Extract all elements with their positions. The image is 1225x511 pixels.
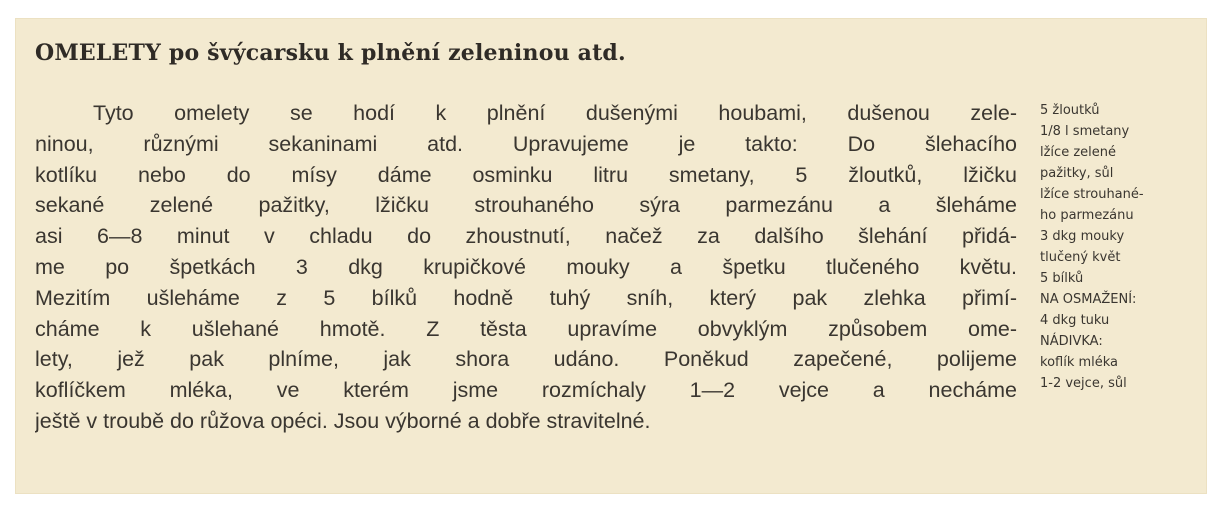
ingredient-line: 4 dkg tuku	[1040, 313, 1110, 328]
ingredient-line: lžíce zelené	[1040, 145, 1116, 160]
ingredient-line: lžíce strouhané-	[1040, 187, 1144, 202]
body-line: kotlíku nebo do mísy dáme osminku litru smetany, 5 žloutků, lžičku	[35, 162, 1017, 187]
ingredient-line: 5 bílků	[1040, 271, 1084, 286]
ingredient-line: koflík mléka	[1040, 355, 1119, 370]
ingredients-sidebar	[1040, 100, 1200, 394]
ingredient-line: tlučený květ	[1040, 250, 1121, 265]
ingredient-line: 5 žloutků	[1040, 103, 1100, 118]
recipe-page	[15, 18, 1207, 494]
body-line: ještě v troubě do růžova opéci. Jsou výborné a dobře stravitelné.	[35, 408, 651, 433]
body-line: cháme k ušlehané hmotě. Z těsta upravíme obvyklým způsobem ome-	[35, 316, 1017, 341]
body-line: sekané zelené pažitky, lžičku strouhaného sýra parmezánu a šleháme	[35, 193, 1017, 218]
body-line: ninou, různými sekaninami atd. Upravujeme je takto: Do šlehacího	[35, 131, 1017, 156]
recipe-body	[35, 98, 1017, 437]
ingredient-line: pažitky, sůl	[1040, 166, 1114, 181]
ingredient-line: 1/8 l smetany	[1040, 124, 1130, 139]
body-line: Tyto omelety se hodí k plnění dušenými houbami, dušenou zele-	[93, 101, 1017, 125]
section-heading: NÁDIVKA:	[1040, 334, 1103, 349]
ingredient-line: 3 dkg mouky	[1040, 229, 1125, 244]
body-line: koflíčkem mléka, ve kterém jsme rozmíchaly 1—2 vejce a necháme	[35, 378, 1017, 403]
section-heading: NA OSMAŽENÍ:	[1040, 292, 1137, 307]
body-line: asi 6—8 minut v chladu do zhoustnutí, načež za dalšího šlehání přidá-	[35, 224, 1017, 249]
body-line: me po špetkách 3 dkg krupičkové mouky a špetku tlučeného květu.	[35, 254, 1017, 279]
ingredient-line: ho parmezánu	[1040, 208, 1134, 223]
ingredient-line: 1-2 vejce, sůl	[1040, 376, 1127, 391]
body-line: Mezitím ušleháme z 5 bílků hodně tuhý sníh, který pak zlehka přimí-	[35, 285, 1017, 310]
body-line: lety, jež pak plníme, jak shora udáno. Poněkud zapečené, polijeme	[35, 347, 1017, 372]
recipe-title: OMELETY po švýcarsku k plnění zeleninou atd.	[35, 40, 626, 66]
